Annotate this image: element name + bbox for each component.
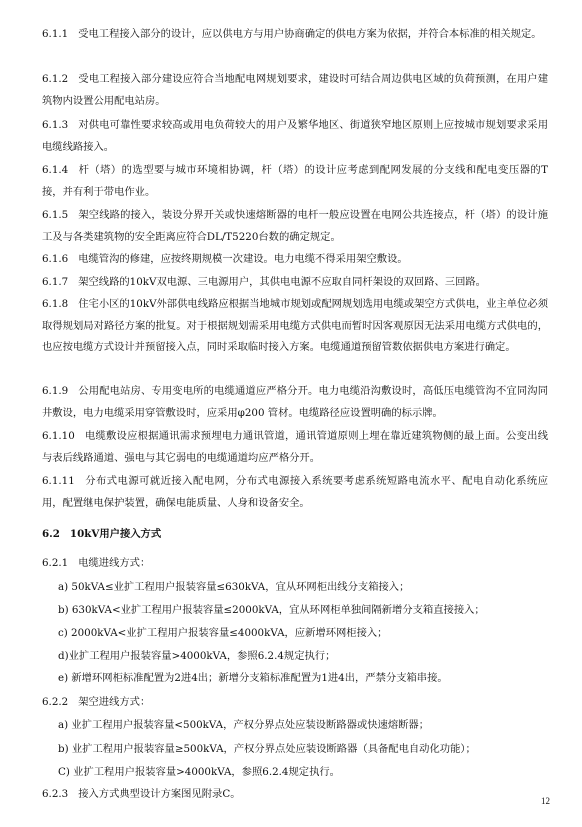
clause-text: 住宅小区的10kV外部供电线路应根据当地城市规划或配网规划选用电缆或架空方式供电，业主单位必须取得规划局对路径方案的批复。对于根据规划需采用电缆方式供电而暂时因客观原因无法采用电缆方式供电的，也应按电缆方式设计并预留接入点，同时采取临时接入方案。电缆通道预留管数依据供电方案进行确定。 xyxy=(42,298,548,353)
clause-6-1-4 xyxy=(42,160,548,203)
clause-text: 电缆管沟的修建，应按终期规模一次建设。电力电缆不得采用架空敷设。 xyxy=(78,253,408,265)
clause-number: 6.1.8 xyxy=(42,298,69,310)
list-item-text: C) 业扩工程用户报装容量>4000kVA，参照6.2.4规定执行。 xyxy=(58,766,340,778)
list-item xyxy=(58,762,548,784)
clause-text: 对供电可靠性要求较高或用电负荷较大的用户及繁华地区、街道狭窄地区原则上应按城市规划要求采用电缆线路接入。 xyxy=(42,119,548,153)
clause-number: 6.2.2 xyxy=(42,696,69,708)
list-item xyxy=(58,600,548,622)
clause-6-1-1 xyxy=(42,24,548,46)
clause-6-1-5 xyxy=(42,205,548,248)
clause-text: 分布式电源可就近接入配电网，分布式电源接入系统要考虑系统短路电流水平、配电自动化系统应用，配置继电保护装置，确保电能质量、人身和设备安全。 xyxy=(42,475,548,509)
clause-text: 接入方式典型设计方案图见附录C。 xyxy=(78,788,241,800)
list-item xyxy=(58,739,548,761)
clause-6-1-7 xyxy=(42,272,548,294)
clause-6-1-6 xyxy=(42,249,548,271)
clause-text: 受电工程接入部分建设应符合当地配电网规划要求，建设时可结合周边供电区域的负荷预测，在用户建筑物内设置公用配电站房。 xyxy=(42,73,548,107)
section-number: 6.2 xyxy=(42,528,60,540)
section-title: 10kV用户接入方式 xyxy=(69,528,162,540)
list-item-text: b) 630kVA<业扩工程用户报装容量≤2000kVA，宜从环网柜单独间隔新增分支箱直接接入； xyxy=(58,604,485,616)
clause-6-1-3 xyxy=(42,115,548,158)
clause-text: 杆（塔）的选型要与城市环境相协调，杆（塔）的设计应考虑到配网发展的分支线和配电变压器的T接，并有利于带电作业。 xyxy=(42,164,548,198)
clause-number: 6.2.1 xyxy=(42,557,69,569)
clause-number: 6.1.9 xyxy=(42,385,69,397)
clause-number: 6.1.10 xyxy=(42,430,75,442)
list-item-text: b) 业扩工程用户报装容量≥500kVA，产权分界点处应装设断路器（具备配电自动化功能）； xyxy=(58,743,476,755)
clause-number: 6.1.4 xyxy=(42,164,69,176)
list-item xyxy=(58,715,548,737)
list-item-text: d)业扩工程用户报装容量>4000kVA，参照6.2.4规定执行； xyxy=(58,650,336,662)
clause-number: 6.1.6 xyxy=(42,253,69,265)
clause-title: 电缆进线方式： xyxy=(78,557,151,569)
section-heading xyxy=(42,524,548,546)
clause-number: 6.1.11 xyxy=(42,475,75,487)
clause-number: 6.1.5 xyxy=(42,209,69,221)
clause-6-1-2 xyxy=(42,69,548,112)
clause-text: 公用配电站房、专用变电所的电缆通道应严格分开。电力电缆沿沟敷设时，高低压电缆管沟不宜同沟同井敷设，电力电缆采用穿管敷设时，应采用φ200 管材。电缆路径应设置明确的标示牌。 xyxy=(42,385,548,419)
clause-title: 架空进线方式： xyxy=(78,696,151,708)
page-number: 12 xyxy=(541,796,550,806)
clause-number: 6.1.3 xyxy=(42,119,69,131)
clause-text: 架空线路的10kV双电源、三电源用户，其供电电源不应取自同杆架设的双回路、三回路。 xyxy=(78,276,486,288)
clause-number: 6.2.3 xyxy=(42,788,69,800)
list-item xyxy=(58,646,548,668)
clause-number: 6.1.1 xyxy=(42,28,69,40)
list-item-text: c) 2000kVA<业扩工程用户报装容量≤4000kVA，应新增环网柜接入； xyxy=(58,627,388,639)
clause-number: 6.1.7 xyxy=(42,276,69,288)
list-item-text: e) 新增环网柜标准配置为2进4出；新增分支箱标准配置为1进4出，严禁分支箱串接。 xyxy=(58,672,448,684)
list-item-text: a) 50kVA≤业扩工程用户报装容量≤630kVA，宜从环网柜出线分支箱接入； xyxy=(58,581,410,593)
clause-text: 电缆敷设应根据通讯需求预埋电力通讯管道，通讯管道原则上埋在靠近建筑物侧的最上面。公变出线与表后线路通道、强电与其它弱电的电缆通道均应严格分开。 xyxy=(42,430,548,464)
clause-6-1-9 xyxy=(42,381,548,424)
clause-6-1-10 xyxy=(42,426,548,469)
clause-6-1-8 xyxy=(42,294,548,359)
clause-number: 6.1.2 xyxy=(42,73,69,85)
clause-6-1-11 xyxy=(42,471,548,514)
clause-text: 受电工程接入部分的设计，应以供电方与用户协商确定的供电方案为依据，并符合本标准的相关规定。 xyxy=(78,28,542,40)
list-item xyxy=(58,623,548,645)
list-item-text: a) 业扩工程用户报装容量<500kVA，产权分界点处应装设断路器或快速熔断器； xyxy=(58,719,430,731)
clause-6-2-3 xyxy=(42,784,548,806)
clause-6-2-2 xyxy=(42,692,548,714)
clause-text: 架空线路的接入，装设分界开关或快速熔断器的电杆一般应设置在电网公共连接点，杆（塔）的设计施工及与各类建筑物的安全距离应符合DL/T5220台数的确定规定。 xyxy=(42,209,548,243)
list-item xyxy=(58,668,548,690)
clause-6-2-1 xyxy=(42,553,548,575)
list-item xyxy=(58,577,548,599)
